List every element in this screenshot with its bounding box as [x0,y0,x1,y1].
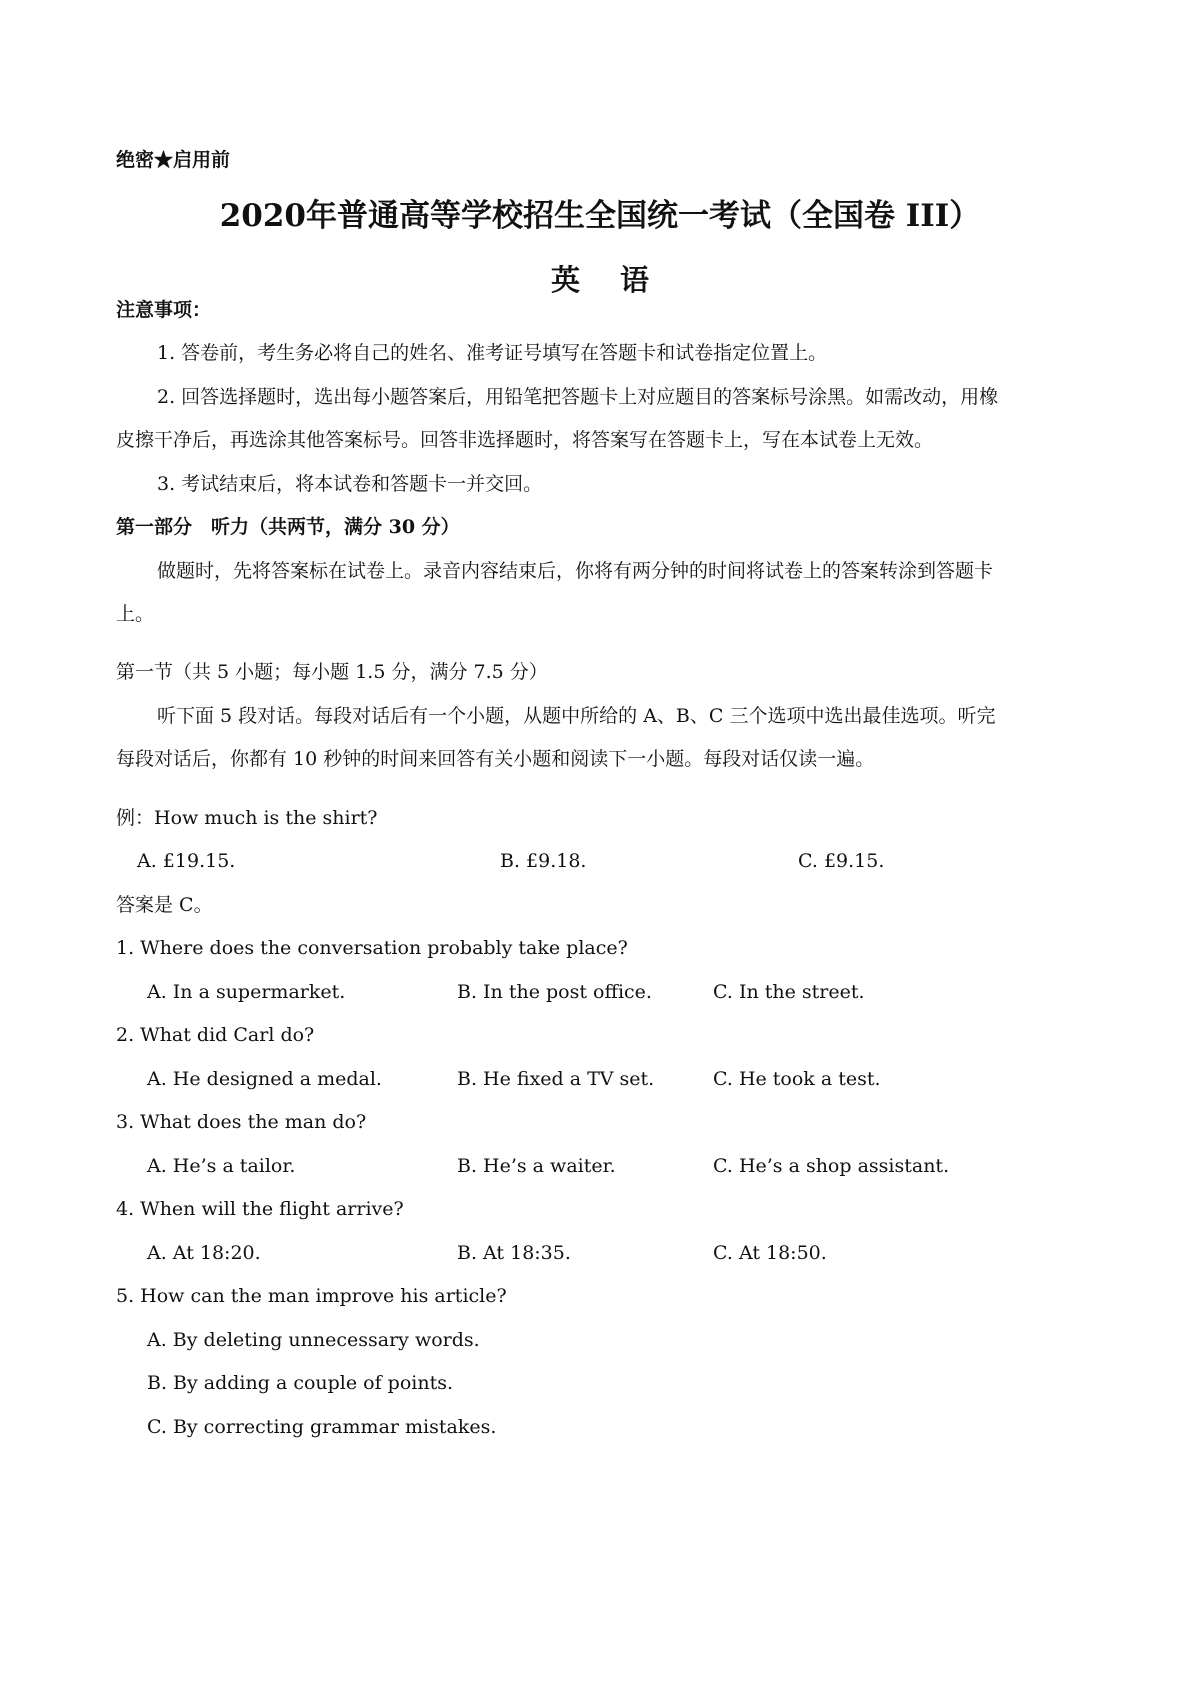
question-3-option-b: B. He’s a waiter. [457,1155,616,1177]
subject-title: 英语 [550,263,689,297]
question-2: 2. What did Carl do? [116,1024,315,1046]
notice-item-2-line-1: 2. 回答选择题时，选出每小题答案后，用铅笔把答题卡上对应题目的答案标号涂黑。如需改动，用橡 [157,386,999,408]
question-4-option-b: B. At 18:35. [457,1242,571,1264]
section1-heading: 第一节（共 5 小题；每小题 1.5 分，满分 7.5 分） [116,661,548,683]
exam-title: 2020年普通高等学校招生全国统一考试（全国卷 III） [219,198,981,234]
question-5-option-a: A. By deleting unnecessary words. [147,1329,480,1351]
question-5-option-b: B. By adding a couple of points. [147,1372,454,1394]
notice-item-3: 3. 考试结束后，将本试卷和答题卡一并交回。 [157,473,543,495]
question-2-option-c: C. He took a test. [713,1068,881,1090]
example-option-a: A. £19.15. [137,850,236,872]
question-4-option-c: C. At 18:50. [713,1242,827,1264]
section1-instruction-line-2: 每段对话后，你都有 10 秒钟的时间来回答有关小题和阅读下一小题。每段对话仅读一遍。 [116,748,875,770]
question-3-option-a: A. He’s a tailor. [147,1155,296,1177]
question-4: 4. When will the flight arrive? [116,1198,404,1220]
question-1-option-a: A. In a supermarket. [147,981,346,1003]
question-2-option-b: B. He fixed a TV set. [457,1068,655,1090]
notice-item-2-line-2: 皮擦干净后，再选涂其他答案标号。回答非选择题时，将答案写在答题卡上，写在本试卷上无效。 [116,429,934,451]
part1-heading: 第一部分 听力（共两节，满分 30 分） [116,516,460,538]
confidential-label: 绝密★启用前 [116,149,231,171]
part1-instruction-line-1: 做题时，先将答案标在试卷上。录音内容结束后，你将有两分钟的时间将试卷上的答案转涂到答题卡 [157,560,994,582]
question-3: 3. What does the man do? [116,1111,367,1133]
part1-instruction-line-2: 上。 [116,603,155,625]
section1-instruction-line-1: 听下面 5 段对话。每段对话后有一个小题，从题中所给的 A、B、C 三个选项中选出最佳选项。听完 [157,705,996,727]
question-2-option-a: A. He designed a medal. [147,1068,382,1090]
example-option-b: B. £9.18. [500,850,587,872]
example-option-c: C. £9.15. [798,850,885,872]
question-1-option-b: B. In the post office. [457,981,652,1003]
question-5-option-c: C. By correcting grammar mistakes. [147,1416,497,1438]
notice-heading: 注意事项： [116,299,212,321]
example-answer: 答案是 C。 [116,894,213,916]
notice-item-1: 1. 答卷前，考生务必将自己的姓名、准考证号填写在答题卡和试卷指定位置上。 [157,342,828,364]
question-1-option-c: C. In the street. [713,981,865,1003]
question-1: 1. Where does the conversation probably take place? [116,937,628,959]
example-question: 例：How much is the shirt? [116,807,378,829]
question-5: 5. How can the man improve his article? [116,1285,507,1307]
question-4-option-a: A. At 18:20. [147,1242,261,1264]
question-3-option-c: C. He’s a shop assistant. [713,1155,950,1177]
